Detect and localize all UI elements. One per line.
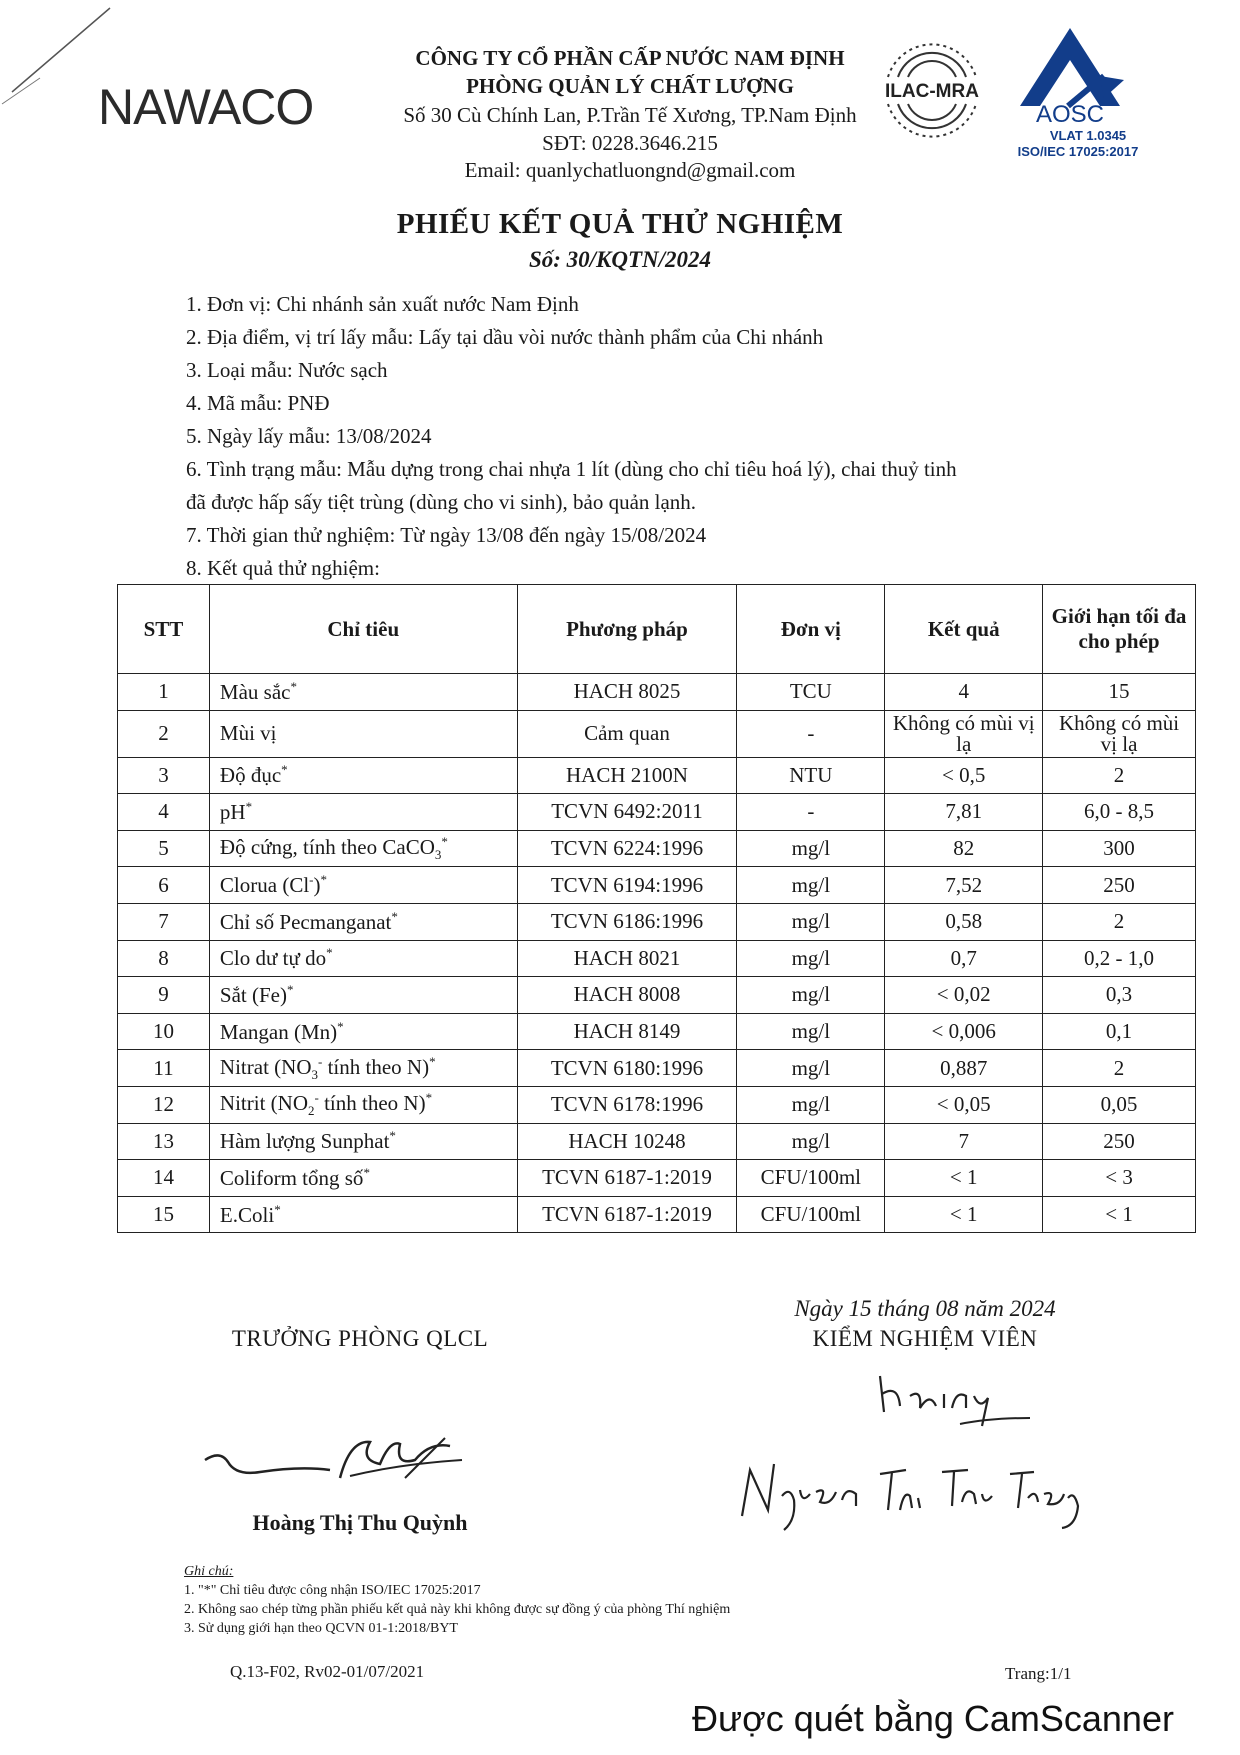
svg-text:VLAT 1.0345: VLAT 1.0345	[1049, 128, 1127, 143]
notes-block	[184, 1562, 730, 1638]
left-signer-role: TRƯỞNG PHÒNG QLCL	[231, 1326, 489, 1351]
info-unit: 1. Đơn vị: Chi nhánh sản xuất nước Nam Định	[186, 292, 579, 316]
svg-text:AOSC: AOSC	[1035, 101, 1105, 128]
indicator-cell	[209, 940, 517, 977]
info-location: 2. Địa điểm, vị trí lấy mẫu: Lấy tại dầu vòi nước thành phẩm của Chi nhánh	[186, 325, 824, 349]
limit-cell: < 1	[1043, 1196, 1196, 1233]
unit-cell: mg/l	[737, 830, 885, 867]
unit-cell: mg/l	[737, 867, 885, 904]
indicator-name-tail: tính theo N)	[318, 1091, 426, 1116]
indicator-name: Màu sắc	[219, 679, 291, 704]
accredited-mark: *	[287, 981, 294, 997]
stt-cell: 6	[118, 867, 210, 904]
limit-cell: < 3	[1043, 1160, 1196, 1197]
page-number: Trang:1/1	[1005, 1664, 1072, 1683]
unit-cell: mg/l	[737, 940, 885, 977]
limit-cell: 0,3	[1043, 977, 1196, 1014]
table-row	[118, 903, 1196, 940]
company-phone: SĐT: 0228.3646.215	[542, 131, 718, 155]
table-row	[118, 1160, 1196, 1197]
note-item: 1. "*" Chỉ tiêu được công nhận ISO/IEC 17025:2017	[184, 1583, 481, 1598]
left-signer-name: Hoàng Thị Thu Quỳnh	[252, 1510, 468, 1535]
stt-cell: 7	[118, 903, 210, 940]
stt-cell: 9	[118, 977, 210, 1014]
unit-cell: NTU	[737, 757, 885, 794]
info-test-period: 7. Thời gian thử nghiệm: Từ ngày 13/08 đến ngày 15/08/2024	[186, 523, 707, 547]
indicator-name: Coliform tổng số	[219, 1165, 364, 1190]
table-row	[118, 1013, 1196, 1050]
accredited-mark: *	[391, 908, 398, 924]
table-row	[118, 940, 1196, 977]
indicator-name: Độ đục	[219, 763, 282, 788]
method-cell: TCVN 6194:1996	[517, 867, 737, 904]
limit-cell: 0,2 - 1,0	[1043, 940, 1196, 977]
accredited-mark: *	[326, 945, 333, 961]
indicator-name: Clo dư tự do	[219, 946, 327, 971]
result-cell: < 0,02	[885, 977, 1043, 1014]
indicator-name: Nitrat (NO	[219, 1054, 312, 1079]
result-cell: < 0,05	[885, 1086, 1043, 1123]
result-cell: Không có mùi vị lạ	[885, 710, 1043, 757]
company-address: Số 30 Cù Chính Lan, P.Trần Tế Xương, TP.Nam Định	[403, 103, 857, 127]
method-cell: HACH 10248	[517, 1123, 737, 1160]
indicator-subscript: 3	[311, 1066, 318, 1082]
accredited-mark: *	[281, 762, 288, 778]
indicator-cell	[209, 1086, 517, 1123]
indicator-name: Nitrit (NO	[219, 1091, 308, 1116]
header-method: Phương pháp	[517, 585, 737, 674]
company-email: Email: quanlychatluongnd@gmail.com	[464, 158, 796, 182]
unit-cell: mg/l	[737, 903, 885, 940]
method-cell: TCVN 6186:1996	[517, 903, 737, 940]
stt-cell: 14	[118, 1160, 210, 1197]
limit-cell: 250	[1043, 867, 1196, 904]
indicator-cell	[209, 1123, 517, 1160]
stt-cell: 1	[118, 674, 210, 711]
unit-cell: -	[737, 794, 885, 831]
indicator-cell	[209, 1050, 517, 1087]
table-row	[118, 674, 1196, 711]
indicator-ion-charge: -	[317, 1053, 323, 1069]
note-item: 2. Không sao chép từng phần phiếu kết quả này khi không được sự đồng ý của phòng Thí nghiệm	[184, 1602, 731, 1617]
indicator-subscript: 3	[434, 847, 442, 863]
unit-cell: CFU/100ml	[737, 1196, 885, 1233]
indicator-name: pH	[219, 799, 246, 824]
indicator-cell	[209, 674, 517, 711]
indicator-name-tail: tính theo N)	[322, 1054, 430, 1079]
indicator-name: Hàm lượng Sunphat	[219, 1129, 390, 1154]
stt-cell: 13	[118, 1123, 210, 1160]
result-cell: < 0,5	[885, 757, 1043, 794]
result-cell: 4	[885, 674, 1043, 711]
indicator-cell	[209, 867, 517, 904]
indicator-name: E.Coli	[219, 1202, 275, 1227]
svg-text:ILAC-MRA: ILAC-MRA	[885, 81, 979, 102]
result-cell: 0,887	[885, 1050, 1043, 1087]
table-row	[118, 710, 1196, 757]
report-number: Số: 30/KQTN/2024	[528, 247, 712, 272]
limit-cell: 2	[1043, 757, 1196, 794]
method-cell: HACH 8008	[517, 977, 737, 1014]
limit-cell: 15	[1043, 674, 1196, 711]
stt-cell: 4	[118, 794, 210, 831]
header-unit: Đơn vị	[737, 585, 885, 674]
unit-cell: mg/l	[737, 1086, 885, 1123]
limit-cell: 250	[1043, 1123, 1196, 1160]
svg-text:ISO/IEC 17025:2017: ISO/IEC 17025:2017	[1017, 144, 1139, 158]
indicator-subscript: 2	[308, 1103, 315, 1119]
accredited-mark: *	[425, 1090, 433, 1106]
result-cell: 0,7	[885, 940, 1043, 977]
indicator-name: Mangan (Mn)	[219, 1019, 338, 1044]
indicator-name: Sắt (Fe)	[219, 982, 287, 1007]
info-results-heading: 8. Kết quả thử nghiệm:	[186, 556, 380, 580]
header-indicator: Chỉ tiêu	[209, 585, 517, 674]
accredited-mark: *	[441, 833, 448, 849]
stt-cell: 15	[118, 1196, 210, 1233]
header-stt: STT	[118, 585, 210, 674]
method-cell: Cảm quan	[517, 710, 737, 757]
results-table	[117, 584, 1196, 1233]
table-row	[118, 1050, 1196, 1087]
method-cell: TCVN 6178:1996	[517, 1086, 737, 1123]
accredited-mark: *	[389, 1128, 396, 1144]
method-cell: HACH 8021	[517, 940, 737, 977]
method-cell: TCVN 6224:1996	[517, 830, 737, 867]
indicator-cell	[209, 977, 517, 1014]
indicator-ion-charge: -	[314, 1090, 319, 1106]
department-name: PHÒNG QUẢN LÝ CHẤT LƯỢNG	[466, 74, 794, 98]
result-cell: < 0,006	[885, 1013, 1043, 1050]
limit-cell: 300	[1043, 830, 1196, 867]
indicator-cell	[209, 710, 517, 757]
result-cell: 0,58	[885, 903, 1043, 940]
unit-cell: TCU	[737, 674, 885, 711]
result-cell: 7	[885, 1123, 1043, 1160]
limit-cell: 2	[1043, 903, 1196, 940]
accredited-mark: *	[290, 678, 297, 694]
ilac-mra-seal	[868, 22, 996, 150]
right-handwritten-name	[730, 1450, 1090, 1540]
unit-cell: mg/l	[737, 1013, 885, 1050]
header-limit: Giới hạn tối đa cho phép	[1043, 585, 1196, 674]
indicator-cell	[209, 830, 517, 867]
limit-cell: 6,0 - 8,5	[1043, 794, 1196, 831]
method-cell: TCVN 6187-1:2019	[517, 1160, 737, 1197]
table-row	[118, 757, 1196, 794]
stt-cell: 12	[118, 1086, 210, 1123]
indicator-cell	[209, 757, 517, 794]
indicator-ion-charge: -	[309, 872, 314, 888]
method-cell: TCVN 6492:2011	[517, 794, 737, 831]
result-cell: < 1	[885, 1196, 1043, 1233]
company-logo	[98, 78, 313, 136]
result-cell: 7,52	[885, 867, 1043, 904]
result-cell: < 1	[885, 1160, 1043, 1197]
limit-cell: 0,05	[1043, 1086, 1196, 1123]
right-signer-role: KIỂM NGHIỆM VIÊN	[812, 1326, 1038, 1351]
method-cell: TCVN 6187-1:2019	[517, 1196, 737, 1233]
unit-cell: CFU/100ml	[737, 1160, 885, 1197]
info-sample-code: 4. Mã mẫu: PNĐ	[186, 391, 330, 415]
accredited-mark: *	[337, 1018, 344, 1034]
indicator-name-tail: )	[313, 873, 321, 898]
aosc-accreditation-logo	[1000, 18, 1160, 158]
indicator-cell	[209, 1013, 517, 1050]
table-row	[118, 867, 1196, 904]
indicator-cell	[209, 903, 517, 940]
stt-cell: 10	[118, 1013, 210, 1050]
table-row	[118, 794, 1196, 831]
accredited-mark: *	[274, 1201, 281, 1217]
accredited-mark: *	[363, 1164, 370, 1180]
info-sample-type: 3. Loại mẫu: Nước sạch	[186, 358, 388, 382]
accredited-mark: *	[429, 1053, 436, 1069]
sign-date: Ngày 15 tháng 08 năm 2024	[794, 1296, 1056, 1321]
limit-cell: 2	[1043, 1050, 1196, 1087]
table-header-row	[118, 585, 1196, 674]
method-cell: HACH 2100N	[517, 757, 737, 794]
table-row	[118, 1086, 1196, 1123]
unit-cell: -	[737, 710, 885, 757]
left-signature	[200, 1420, 480, 1500]
table-row	[118, 830, 1196, 867]
company-name: CÔNG TY CỔ PHẦN CẤP NƯỚC NAM ĐỊNH	[415, 46, 845, 70]
indicator-name: Chỉ số Pecmanganat	[219, 909, 392, 934]
form-code: Q.13-F02, Rv02-01/07/2021	[230, 1662, 425, 1681]
indicator-cell	[209, 1160, 517, 1197]
unit-cell: mg/l	[737, 1123, 885, 1160]
stt-cell: 5	[118, 830, 210, 867]
logo-text: NAWACO	[98, 79, 314, 135]
indicator-cell	[209, 794, 517, 831]
right-signature	[870, 1366, 1040, 1436]
stt-cell: 8	[118, 940, 210, 977]
note-item: 3. Sử dụng giới hạn theo QCVN 01-1:2018/BYT	[184, 1621, 458, 1636]
table-row	[118, 1196, 1196, 1233]
limit-cell: 0,1	[1043, 1013, 1196, 1050]
method-cell: HACH 8025	[517, 674, 737, 711]
method-cell: HACH 8149	[517, 1013, 737, 1050]
stt-cell: 2	[118, 710, 210, 757]
indicator-name: Clorua (Cl	[219, 873, 310, 898]
indicator-name: Độ cứng, tính theo CaCO	[219, 834, 435, 859]
info-sample-condition-cont: đã được hấp sấy tiệt trùng (dùng cho vi sinh), bảo quản lạnh.	[186, 490, 697, 514]
limit-cell: Không có mùi vị lạ	[1043, 710, 1196, 757]
accredited-mark: *	[320, 872, 328, 888]
accredited-mark: *	[245, 798, 253, 814]
stt-cell: 11	[118, 1050, 210, 1087]
indicator-cell	[209, 1196, 517, 1233]
result-cell: 7,81	[885, 794, 1043, 831]
unit-cell: mg/l	[737, 1050, 885, 1087]
notes-heading: Ghi chú:	[184, 1564, 234, 1579]
method-cell: TCVN 6180:1996	[517, 1050, 737, 1087]
table-row	[118, 977, 1196, 1014]
result-cell: 82	[885, 830, 1043, 867]
info-sample-condition: 6. Tình trạng mẫu: Mẫu dựng trong chai nhựa 1 lít (dùng cho chỉ tiêu hoá lý), chai thuỷ tinh	[186, 457, 957, 481]
indicator-name: Mùi vị	[219, 721, 277, 746]
scanner-watermark: Được quét bằng CamScanner	[692, 1698, 1174, 1739]
report-title: PHIẾU KẾT QUẢ THỬ NGHIỆM	[396, 208, 844, 240]
info-sample-date: 5. Ngày lấy mẫu: 13/08/2024	[186, 424, 432, 448]
unit-cell: mg/l	[737, 977, 885, 1014]
stt-cell: 3	[118, 757, 210, 794]
header-result: Kết quả	[885, 585, 1043, 674]
table-row	[118, 1123, 1196, 1160]
